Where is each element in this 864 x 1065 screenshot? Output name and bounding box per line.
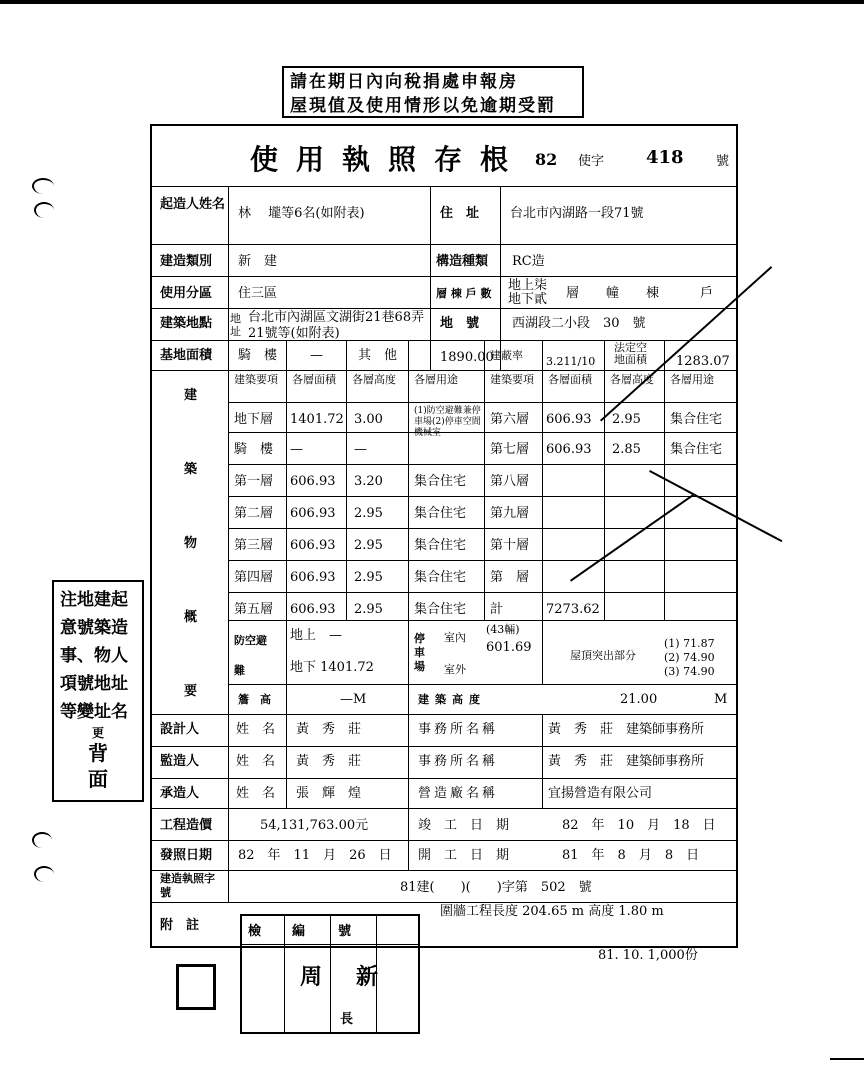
side-note-box (52, 580, 144, 802)
builder-label: 起造人姓名 (160, 197, 226, 212)
floor-item: 第三層 (234, 538, 274, 553)
side-back-1: 背 (88, 741, 108, 765)
start-date: 81 年 8 月 8 日 (562, 848, 700, 863)
contractor-firm-label: 營造廠名稱 (418, 786, 499, 801)
lot-value: 西湖段二小段 30 號 (512, 316, 646, 331)
floor-item: 第二層 (234, 506, 274, 521)
shelter-below: 地下 1401.72 (290, 660, 374, 675)
floor-height: 2.95 (354, 570, 383, 585)
col-header-height: 各層高度 (352, 373, 396, 386)
rule (228, 560, 738, 561)
notes-label: 附 註 (160, 918, 200, 933)
legal-label: 法定空地面積 (614, 341, 647, 366)
parking-outdoor: 室外 (444, 663, 466, 676)
other-value: 1890.00 (440, 350, 494, 365)
side-back-2: 面 (88, 767, 108, 791)
margin-mark (32, 178, 54, 194)
margin-mark (34, 866, 54, 882)
rule (286, 714, 287, 808)
floor-area: — (290, 442, 303, 457)
rule (150, 186, 738, 187)
cost-value: 54,131,763.00元 (260, 818, 369, 833)
floor-item-2: 第六層 (490, 412, 530, 427)
eave-label: 簷 高 (238, 693, 271, 706)
rule (284, 914, 285, 1034)
rule (408, 714, 409, 808)
floor-area: 606.93 (290, 602, 336, 617)
floor-use: 集合住宅 (414, 474, 467, 489)
supervisor-label: 監造人 (160, 754, 200, 769)
contractor-name-label: 姓 名 (236, 786, 276, 801)
signature-1: 周 (300, 964, 323, 990)
structure-label: 構造種類 (436, 254, 489, 269)
start-label: 開 工 日 期 (418, 848, 510, 863)
supervisor-firm-label: 事務所名稱 (418, 754, 499, 769)
units-word: 戶 (700, 286, 714, 301)
building-height-unit: M (714, 692, 728, 707)
other-label: 其 他 (358, 348, 398, 363)
side-line-3: 事、物人 (60, 646, 128, 666)
building-type-value: 新 建 (238, 254, 278, 269)
floor-item-2: 第九層 (490, 506, 530, 521)
building-height-label: 建築高度 (418, 693, 486, 706)
floor-item-2: 第七層 (490, 442, 530, 457)
designer-firm-label: 事務所名稱 (418, 722, 499, 737)
roof-label: 屋頂突出部分 (570, 649, 636, 662)
floor-area-2: 606.93 (546, 412, 592, 427)
arcade-value: — (310, 348, 323, 363)
floor-area: 606.93 (290, 538, 336, 553)
designer-firm: 黃 秀 莊 建築師事務所 (548, 722, 705, 737)
complete-date: 82 年 10 月 18 日 (562, 818, 716, 833)
col-header-height-2: 各層高度 (610, 373, 654, 386)
issue-date: 82 年 11 月 26 日 (238, 848, 392, 863)
floor-height-2: 2.85 (612, 442, 641, 457)
col-header-item: 建築要項 (234, 373, 278, 386)
rule (228, 464, 738, 465)
tax-notice-stamp (282, 66, 584, 118)
rule (542, 340, 543, 684)
rule (240, 944, 420, 945)
overview-label-1: 建 (184, 388, 198, 403)
signoff-edit: 編 (292, 924, 306, 939)
builder-address: 台北市內湖路一段71號 (510, 206, 644, 221)
supervisor-firm: 黃 秀 莊 建築師事務所 (548, 754, 705, 769)
floors-label: 層 棟 戶 數 (436, 287, 492, 300)
contractor-name: 張 輝 煌 (296, 786, 362, 801)
floor-use: 集合住宅 (414, 570, 467, 585)
floor-height-2: 2.95 (612, 412, 641, 427)
roof-value-2: (2) 74.90 (664, 651, 715, 664)
rule (150, 778, 738, 779)
side-line-6: 更 (91, 726, 104, 740)
floor-item: 第四層 (234, 570, 274, 585)
rule (150, 808, 738, 809)
rule (330, 914, 331, 1034)
rule (150, 870, 738, 871)
floor-item: 騎 樓 (234, 442, 274, 457)
stamp-line-1: 請在期日內向稅捐處申報房 (290, 72, 518, 92)
rule (604, 340, 605, 620)
roof-value-1: (1) 71.87 (664, 637, 715, 650)
corner-mark (830, 1058, 864, 1060)
side-line-1: 注地建起 (60, 590, 128, 610)
overview-label-5: 要 (184, 684, 198, 699)
floor-use-2: 集合住宅 (670, 442, 723, 457)
cost-label: 工程造價 (160, 818, 213, 833)
rule (500, 186, 501, 370)
floor-item-2: 第八層 (490, 474, 530, 489)
signature-2: 新 (356, 964, 379, 990)
coverage-value: 3.211/10 (546, 355, 596, 368)
supervisor-name-label: 姓 名 (236, 754, 276, 769)
contractor-firm: 宜揚營造有限公司 (548, 786, 653, 801)
designer-name: 黃 秀 莊 (296, 722, 362, 737)
zoning-label: 使用分區 (160, 286, 213, 301)
floor-height: 2.95 (354, 506, 383, 521)
supervisor-name: 黃 秀 莊 (296, 754, 362, 769)
arcade-label: 騎 樓 (238, 348, 278, 363)
rule (346, 340, 347, 620)
builder-name: 林 壠等6名(如附表) (238, 206, 365, 221)
permit-value: 81建( )( )字第 502 號 (400, 880, 592, 895)
rule (228, 620, 738, 621)
rule (150, 244, 738, 245)
rule (228, 432, 738, 433)
floor-item-2: 第 層 (490, 570, 530, 585)
margin-mark (32, 832, 52, 848)
rule (150, 714, 738, 715)
floor-use: (1)防空避難兼停車場(2)停車空間機械室 (414, 406, 481, 438)
parking-label: 停車場 (414, 632, 425, 673)
floor-area: 1401.72 (290, 412, 344, 427)
rule (228, 528, 738, 529)
col-header-item-2: 建築要項 (490, 373, 534, 386)
floor-area-2: 7273.62 (546, 602, 600, 617)
floor-item: 地下層 (234, 412, 274, 427)
rule (150, 902, 738, 903)
permit-label: 建造執照字號 (160, 872, 215, 899)
site-address: 台北市內湖區文湖街21巷68弄21號等(如附表) (248, 310, 425, 341)
parking-indoor: 室內 (444, 631, 466, 644)
designer-name-label: 姓 名 (236, 722, 276, 737)
shelter-above: 地上 — (290, 628, 343, 643)
floor-area-2: 606.93 (546, 442, 592, 457)
rule (150, 340, 738, 341)
legal-value: 1283.07 (676, 354, 730, 369)
parking-area: 601.69 (486, 640, 532, 655)
overview-label-3: 物 (184, 536, 198, 551)
floor-height: 3.00 (354, 412, 383, 427)
form-title: 使用執照存根 (250, 143, 527, 176)
overview-label-4: 概 (184, 610, 198, 625)
contractor-label: 承造人 (160, 786, 200, 801)
floor-area: 606.93 (290, 570, 336, 585)
signoff-chief: 長 (340, 1012, 354, 1027)
builder-address-label: 住 址 (440, 206, 480, 221)
rule (408, 808, 409, 870)
overview-label-2: 築 (184, 462, 198, 477)
floor-height: 2.95 (354, 538, 383, 553)
seal-stamp (176, 964, 216, 1010)
side-line-5: 等變址名 (60, 702, 128, 722)
floor-area: 606.93 (290, 506, 336, 521)
permit-char-label: 使字 (578, 154, 605, 169)
notes-text: 圍牆工程長度 204.65 m 高度 1.80 m (440, 904, 664, 919)
unit-word: 棟 (646, 286, 660, 301)
floor-height: 3.20 (354, 474, 383, 489)
rule (228, 402, 738, 403)
print-count: 81. 10. 1,000份 (598, 948, 698, 963)
floor-item: 第一層 (234, 474, 274, 489)
zoning-value: 住三區 (238, 286, 278, 301)
floor-item-2: 第十層 (490, 538, 530, 553)
permit-number-suffix: 號 (716, 154, 730, 169)
area-label: 基地面積 (160, 348, 213, 363)
col-header-use: 各層用途 (414, 373, 458, 386)
rule (542, 714, 543, 808)
rule (228, 496, 738, 497)
rule (150, 276, 738, 277)
issue-label: 發照日期 (160, 848, 213, 863)
shelter-label: 防空避難 (234, 634, 267, 677)
structure-value: RC造 (512, 254, 545, 269)
building-type-label: 建造類別 (160, 254, 213, 269)
lot-label: 地 號 (440, 316, 480, 331)
building-word: 幢 (606, 286, 620, 301)
floor-item-2: 計 (490, 602, 504, 617)
roof-value-3: (3) 74.90 (664, 665, 715, 678)
rule (484, 340, 485, 620)
floor-use: 集合住宅 (414, 506, 467, 521)
col-header-use-2: 各層用途 (670, 373, 714, 386)
rule (286, 340, 287, 714)
permit-year: 82 (535, 150, 558, 169)
floors-above: 地上柒 (508, 278, 548, 293)
floor-use: 集合住宅 (414, 538, 467, 553)
scan-top-edge (0, 0, 864, 4)
eave-value: —M (340, 692, 367, 707)
permit-number: 418 (646, 147, 684, 168)
side-line-4: 項號地址 (60, 674, 128, 694)
floor-use-2: 集合住宅 (670, 412, 723, 427)
floor-word: 層 (566, 286, 580, 301)
floor-height: 2.95 (354, 602, 383, 617)
rule (150, 308, 738, 309)
floor-height: — (354, 442, 367, 457)
rule (228, 592, 738, 593)
building-height-value: 21.00 (620, 692, 658, 707)
rule (228, 186, 229, 902)
coverage-label: 建蔽率 (490, 349, 523, 362)
parking-count: (43輛) (486, 623, 520, 636)
rule (150, 840, 738, 841)
col-header-area-2: 各層面積 (548, 373, 592, 386)
complete-label: 竣 工 日 期 (418, 818, 510, 833)
signoff-code: 號 (338, 924, 352, 939)
margin-mark (34, 202, 54, 218)
rule (408, 340, 409, 714)
rule (150, 746, 738, 747)
floor-use: 集合住宅 (414, 602, 467, 617)
rule (228, 684, 738, 685)
rule (150, 370, 738, 371)
side-line-2: 意號築造 (60, 618, 128, 638)
floor-area: 606.93 (290, 474, 336, 489)
col-header-area: 各層面積 (292, 373, 336, 386)
stamp-line-2: 屋現值及使用情形以免逾期受罰 (290, 96, 556, 116)
designer-label: 設計人 (160, 722, 200, 737)
site-prefix: 地址 (230, 312, 241, 338)
signoff-check: 檢 (248, 924, 262, 939)
rule (430, 186, 431, 370)
floors-below: 地下貳 (508, 292, 548, 307)
site-label: 建築地點 (160, 316, 213, 331)
floor-item: 第五層 (234, 602, 274, 617)
